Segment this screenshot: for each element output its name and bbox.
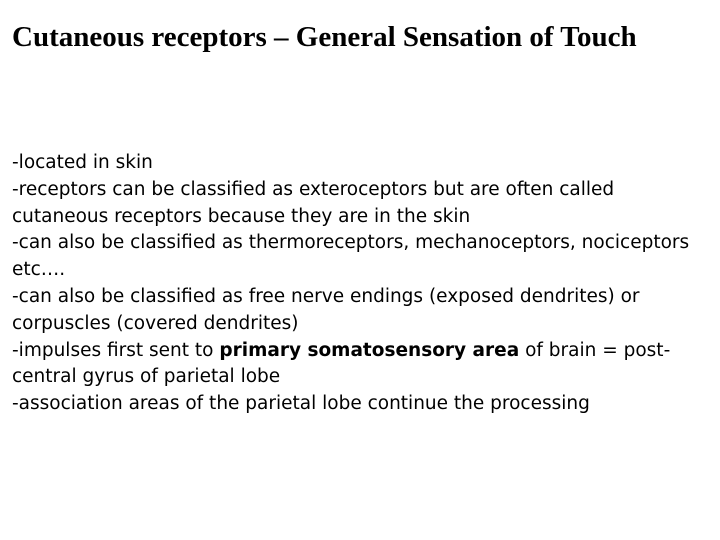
bullet-impulses-tail: of brain = post-central gyrus of parietal lobe (12, 339, 671, 388)
bullet-impulses (12, 338, 712, 392)
slide-title: Cutaneous receptors – General Sensation of Touch (12, 21, 637, 53)
bullet-located-in-skin: -located in skin (12, 152, 153, 173)
bullet-free-nerve-endings: -can also be classified as free nerve endings (exposed dendrites) or corpuscles (covered dendrites) (12, 285, 640, 334)
bullet-impulses-lead: -impulses first sent to (12, 339, 220, 361)
bullet-association-areas: -association areas of the parietal lobe continue the processing (12, 393, 590, 415)
bullet-thermoreceptors: -can also be classified as thermoreceptors, mechanoceptors, nociceptors etc…. (12, 232, 690, 281)
primary-somatosensory-term: primary somatosensory area (219, 339, 520, 361)
bullet-exteroceptors: -receptors can be classified as exteroceptors but are often called cutaneous receptors because they are in the skin (12, 178, 615, 227)
slide-body (12, 150, 712, 418)
